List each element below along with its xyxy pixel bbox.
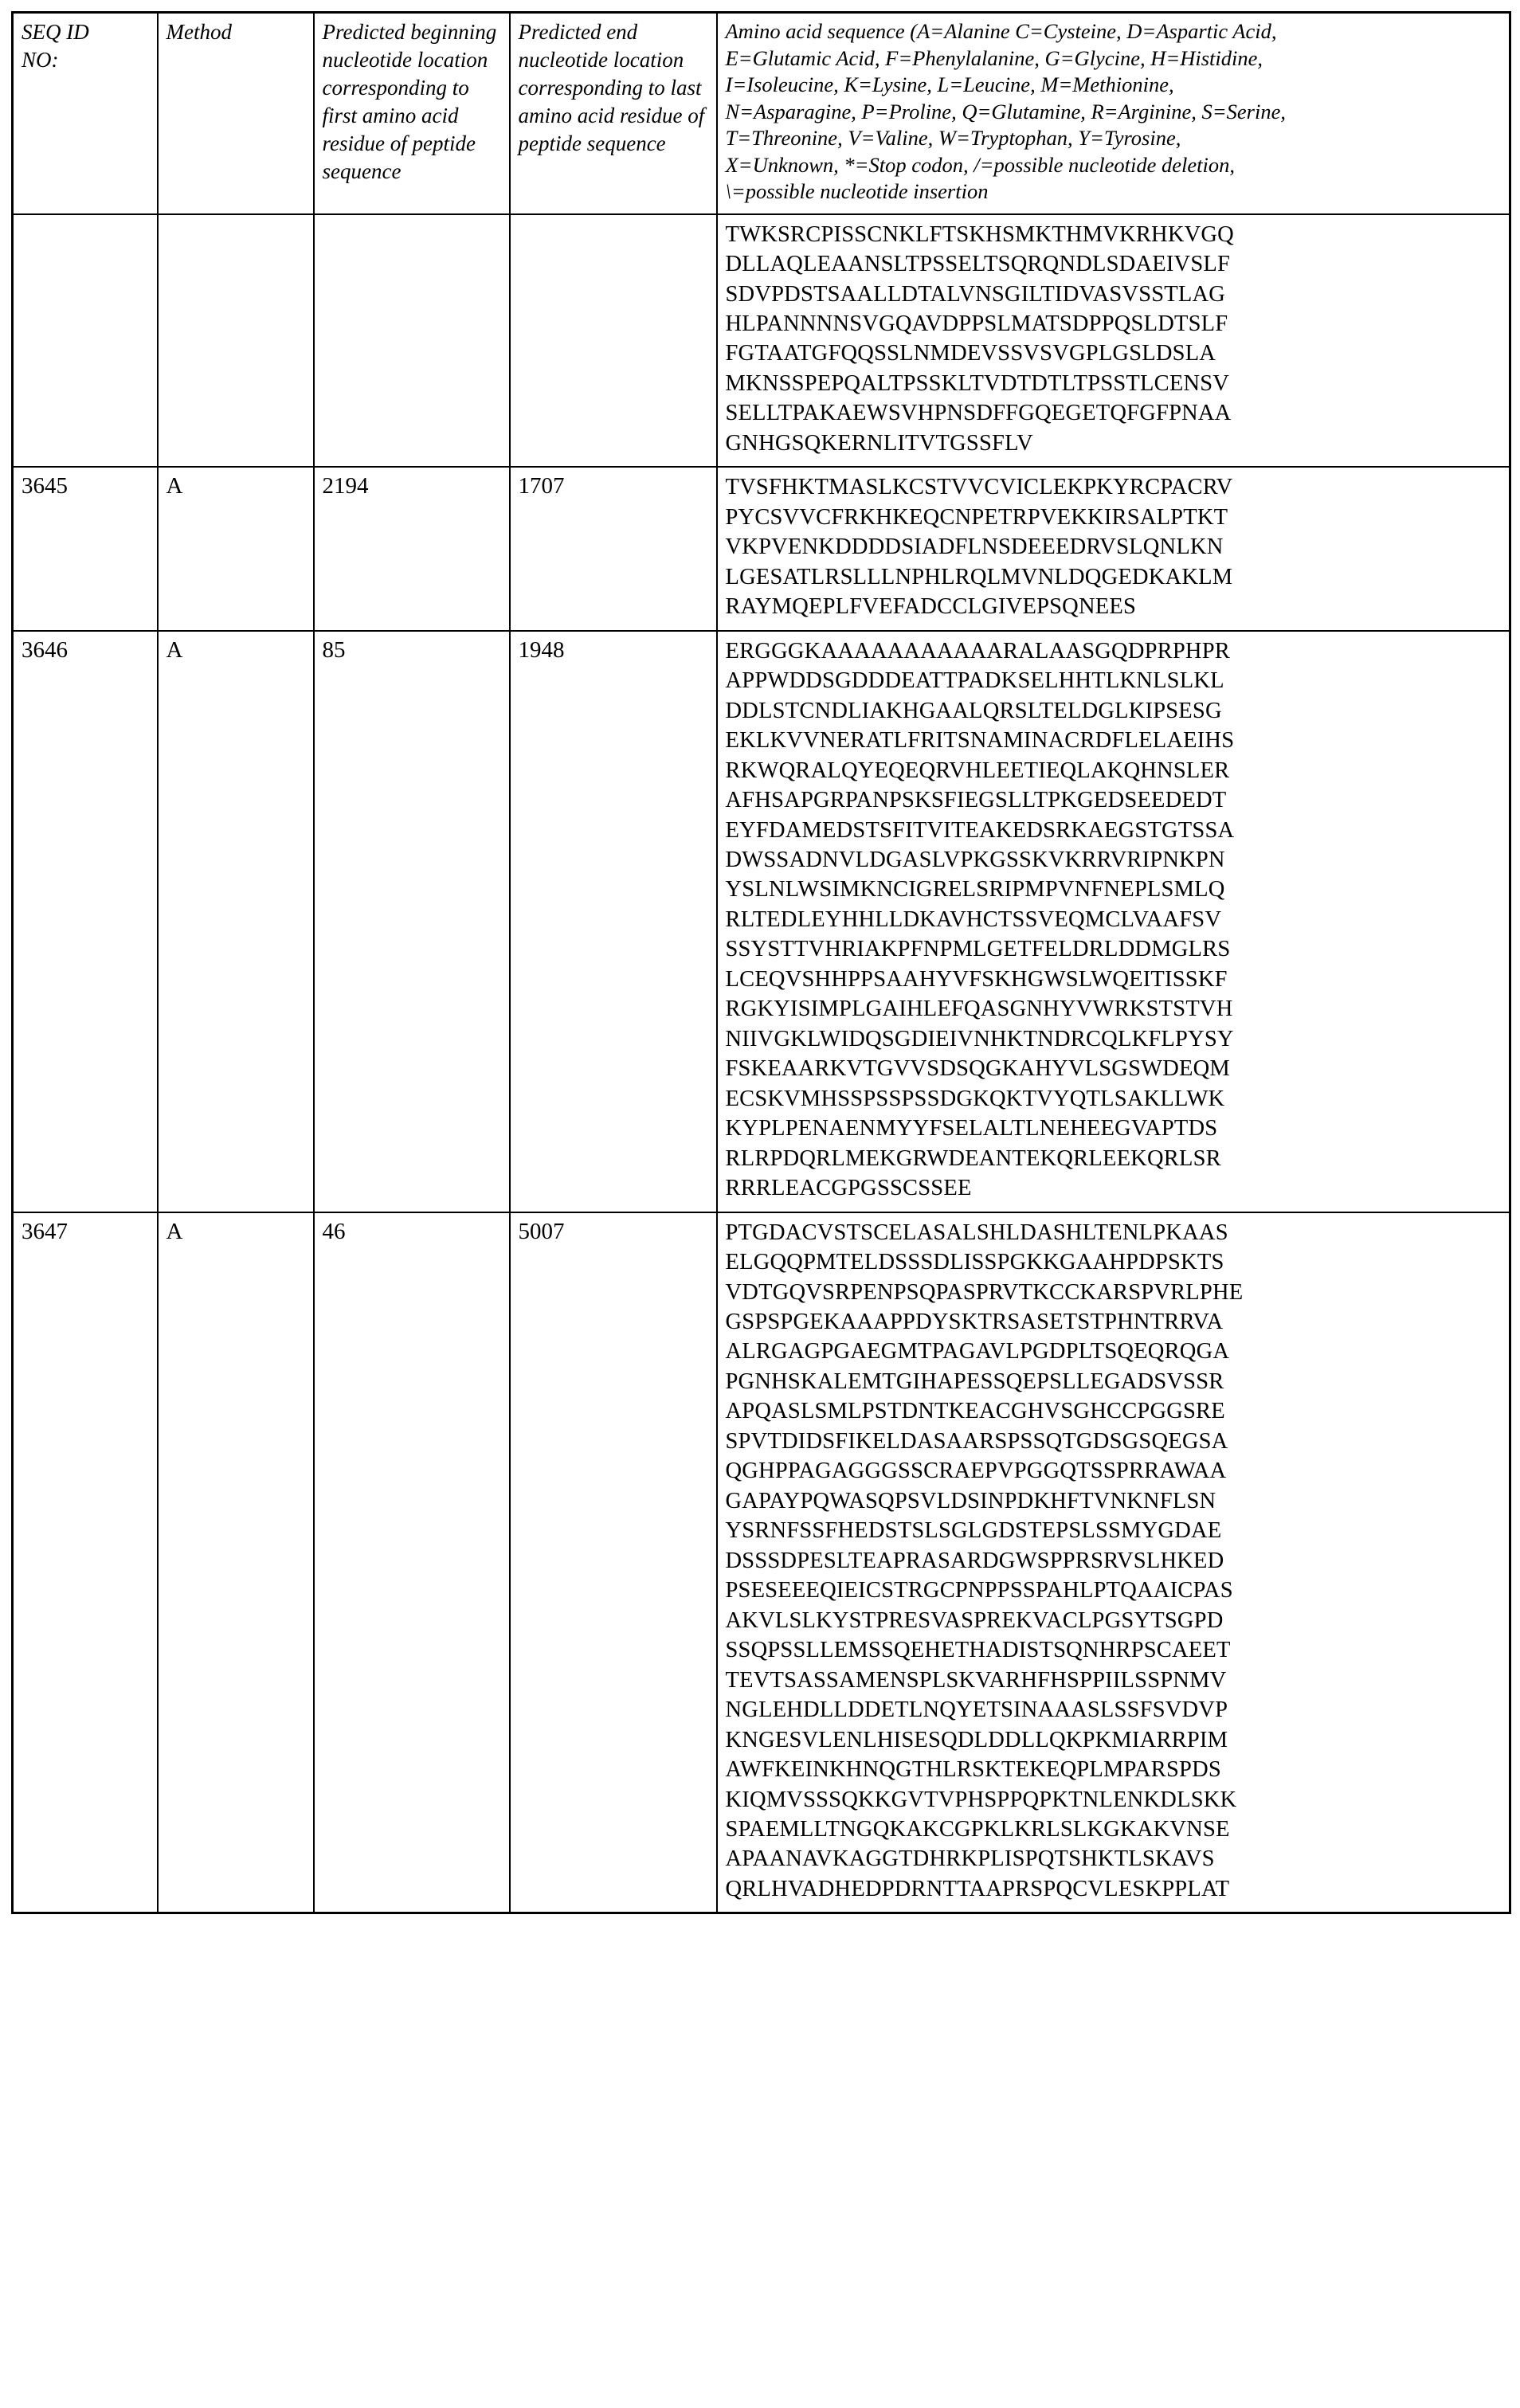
cell-method: A <box>158 631 314 1212</box>
sequence-line: TWKSRCPISSCNKLFTSKHSMKTHMVKRHKVGQ <box>725 221 1234 247</box>
legend-line-5: T=Threonine, V=Valine, W=Tryptophan, Y=Tyrosine, <box>725 126 1181 151</box>
sequence-line: PGNHSKALEMTGIHAPESSQEPSLLEGADSVSSR <box>725 1368 1224 1394</box>
sequence-line: MKNSSPEPQALTPSSKLTVDTDTLTPSSTLCENSV <box>725 370 1230 396</box>
sequence-line: KYPLPENAENMYYFSELALTLNEHEEGVAPTDS <box>725 1116 1218 1141</box>
sequence-line: APPWDDSGDDDEATTPADKSELHHTLKNLSLKL <box>725 668 1224 694</box>
table-row <box>13 214 1510 468</box>
sequence-line: AFHSAPGRPANPSKSFIEGSLLTPKGEDSEEDEDT <box>725 788 1227 813</box>
table-row <box>13 631 1510 1212</box>
column-header-amino-acid-sequence <box>717 13 1510 214</box>
sequence-line: AWFKEINKHNQGTHLRSKTEKEQPLMPARSPDS <box>725 1757 1221 1783</box>
sequence-line: SPAEMLLTNGQKAKCGPKLKRLSLKGKAKVNSE <box>725 1816 1230 1842</box>
cell-predicted-begin <box>314 214 510 468</box>
sequence-line: RLRPDQRLMEKGRWDEANTEKQRLEEKQRLSR <box>725 1145 1221 1171</box>
cell-amino-acid-sequence <box>717 1212 1510 1913</box>
sequence-line: APAANAVKAGGTDHRKPLISPQTSHKTLSKAVS <box>725 1846 1215 1872</box>
sequence-line: EYFDAMEDSTSFITVITEAKEDSRKAEGSTGTSSA <box>725 817 1235 843</box>
sequence-line: SSQPSSLLEMSSQEHETHADISTSQNHRPSCAEET <box>725 1638 1231 1663</box>
sequence-line: PTGDACVSTSCELASALSHLDASHLTENLPKAAS <box>725 1220 1228 1245</box>
column-header-seq-id-line1: SEQ ID <box>22 20 89 44</box>
cell-method: A <box>158 467 314 630</box>
sequence-line: KNGESVLENLHISESQDLDDLLQKPKMIARRPIM <box>725 1727 1228 1752</box>
table-body <box>13 214 1510 1913</box>
sequence-line: ELGQQPMTELDSSSDLISSPGKKGAAHPDPSKTS <box>725 1250 1224 1275</box>
sequence-line: YSRNFSSFHEDSTSLSGLGDSTEPSLSSMYGDAE <box>725 1518 1222 1544</box>
sequence-line: RGKYISIMPLGAIHLEFQASGNHYVWRKSTSTVH <box>725 996 1233 1022</box>
legend-line-3: I=Isoleucine, K=Lysine, L=Leucine, M=Methionine, <box>725 72 1174 97</box>
column-header-predicted-begin: Predicted beginning nucleotide location corresponding to first amino acid residue of peptide sequence <box>314 13 510 214</box>
sequence-line: DSSSDPESLTEAPRASARDGWSPPRSRVSLHKED <box>725 1548 1224 1573</box>
sequence-line: VKPVENKDDDDSIADFLNSDEEEDRVSLQNLKN <box>725 534 1224 560</box>
column-header-method: Method <box>158 13 314 214</box>
sequence-line: DLLAQLEAANSLTPSSELTSQRQNDLSDAEIVSLF <box>725 252 1231 277</box>
sequence-line: DDLSTCNDLIAKHGAALQRSLTELDGLKIPSESG <box>725 698 1222 723</box>
sequence-line: PSESEEEQIEICSTRGCPNPPSSPAHLPTQAAICPAS <box>725 1578 1233 1603</box>
table-header-row <box>13 13 1510 214</box>
table-row <box>13 467 1510 630</box>
cell-amino-acid-sequence <box>717 467 1510 630</box>
cell-predicted-begin: 85 <box>314 631 510 1212</box>
cell-predicted-end: 1948 <box>510 631 717 1212</box>
sequence-line: APQASLSMLPSTDNTKEACGHVSGHCCPGGSRE <box>725 1399 1225 1424</box>
sequence-line: LGESATLRSLLLNPHLRQLMVNLDQGEDKAKLM <box>725 564 1233 589</box>
sequence-line: FSKEAARKVTGVVSDSQGKAHYVLSGSWDEQM <box>725 1056 1230 1082</box>
sequence-listing-table <box>11 11 1511 1914</box>
column-header-seq-id-line2: NO: <box>22 48 59 72</box>
sequence-line: RAYMQEPLFVEFADCCLGIVEPSQNEES <box>725 594 1137 620</box>
table-row <box>13 1212 1510 1913</box>
cell-seq-id: 3645 <box>13 467 158 630</box>
column-header-predicted-end: Predicted end nucleotide location corresponding to last amino acid residue of peptide sequence <box>510 13 717 214</box>
sequence-line: SDVPDSTSAALLDTALVNSGILTIDVASVSSTLAG <box>725 281 1226 307</box>
cell-predicted-end: 5007 <box>510 1212 717 1913</box>
cell-amino-acid-sequence <box>717 631 1510 1212</box>
sequence-line: TEVTSASSAMENSPLSKVARHFHSPPIILSSPNMV <box>725 1667 1227 1693</box>
sequence-line: EKLKVVNERATLFRITSNAMINACRDFLELAEIHS <box>725 728 1235 754</box>
legend-line-7: \=possible nucleotide insertion <box>725 179 989 204</box>
sequence-line: ERGGGKAAAAAAAAAAARALAASGQDPRPHPR <box>725 638 1230 664</box>
legend-line-4: N=Asparagine, P=Proline, Q=Glutamine, R=Arginine, S=Serine, <box>725 99 1286 123</box>
sequence-line: GNHGSQKERNLITVTGSSFLV <box>725 430 1033 456</box>
cell-predicted-end <box>510 214 717 468</box>
cell-method: A <box>158 1212 314 1913</box>
sequence-line: GSPSPGEKAAAPPDYSKTRSASETSTPHNTRRVA <box>725 1310 1224 1335</box>
sequence-line: NGLEHDLLDDETLNQYETSINAAASLSSFSVDVP <box>725 1697 1228 1723</box>
sequence-line: RKWQRALQYEQEQRVHLEETIEQLAKQHNSLER <box>725 758 1230 783</box>
cell-method <box>158 214 314 468</box>
cell-seq-id <box>13 214 158 468</box>
sequence-line: FGTAATGFQQSSLNMDEVSSVSVGPLGSLDSLA <box>725 341 1216 366</box>
sequence-line: QRLHVADHEDPDRNTTAAPRSPQCVLESKPPLAT <box>725 1876 1230 1901</box>
sequence-line: ECSKVMHSSPSSPSSDGKQKTVYQTLSAKLLWK <box>725 1086 1225 1111</box>
sequence-line: HLPANNNNSVGQAVDPPSLMATSDPPQSLDTSLF <box>725 311 1228 337</box>
sequence-line: SSYSTTVHRIAKPFNPMLGETFELDRLDDMGLRS <box>725 937 1231 962</box>
sequence-line: RLTEDLEYHHLLDKAVHCTSSVEQMCLVAAFSV <box>725 906 1222 932</box>
sequence-line: DWSSADNVLDGASLVPKGSSKVKRRVRIPNKPN <box>725 847 1225 872</box>
table-header <box>13 13 1510 214</box>
sequence-line: VDTGQVSRPENPSQPASPRVTKCCKARSPVRLPHE <box>725 1279 1244 1305</box>
sequence-line: RRRLEACGPGSSCSSEE <box>725 1176 972 1201</box>
cell-amino-acid-sequence <box>717 214 1510 468</box>
sequence-line: TVSFHKTMASLKCSTVVCVICLEKPKYRCPACRV <box>725 475 1233 500</box>
sequence-line: NIIVGKLWIDQSGDIEIVNHKTNDRCQLKFLPYSY <box>725 1026 1234 1051</box>
legend-line-1: Amino acid sequence (A=Alanine C=Cysteine, D=Aspartic Acid, <box>725 19 1277 43</box>
column-header-seq-id <box>13 13 158 214</box>
cell-predicted-end: 1707 <box>510 467 717 630</box>
sequence-line: KIQMVSSSQKKGVTVPHSPPQPKTNLENKDLSKK <box>725 1787 1237 1812</box>
sequence-line: YSLNLWSIMKNCIGRELSRIPMPVNFNEPLSMLQ <box>725 877 1225 903</box>
sequence-line: LCEQVSHHPPSAAHYVFSKHGWSLWQEITISSKF <box>725 966 1228 992</box>
sequence-line: GAPAYPQWASQPSVLDSINPDKHFTVNKNFLSN <box>725 1488 1216 1513</box>
sequence-line: ALRGAGPGAEGMTPAGAVLPGDPLTSQEQRQGA <box>725 1339 1230 1365</box>
cell-seq-id: 3647 <box>13 1212 158 1913</box>
legend-line-6: X=Unknown, *=Stop codon, /=possible nucleotide deletion, <box>725 152 1235 177</box>
sequence-line: AKVLSLKYSTPRESVASPREKVACLPGSYTSGPD <box>725 1607 1224 1633</box>
cell-predicted-begin: 46 <box>314 1212 510 1913</box>
cell-predicted-begin: 2194 <box>314 467 510 630</box>
sequence-line: QGHPPAGAGGGSSCRAEPVPGGQTSSPRRAWAA <box>725 1459 1227 1484</box>
legend-line-2: E=Glutamic Acid, F=Phenylalanine, G=Glycine, H=Histidine, <box>725 45 1263 70</box>
sequence-line: PYCSVVCFRKHKEQCNPETRPVEKKIRSALPTKT <box>725 504 1228 530</box>
cell-seq-id: 3646 <box>13 631 158 1212</box>
sequence-line: SELLTPAKAEWSVHPNSDFFGQEGETQFGFPNAA <box>725 401 1232 426</box>
sequence-line: SPVTDIDSFIKELDASAARSPSSQTGDSGSQEGSA <box>725 1428 1228 1454</box>
